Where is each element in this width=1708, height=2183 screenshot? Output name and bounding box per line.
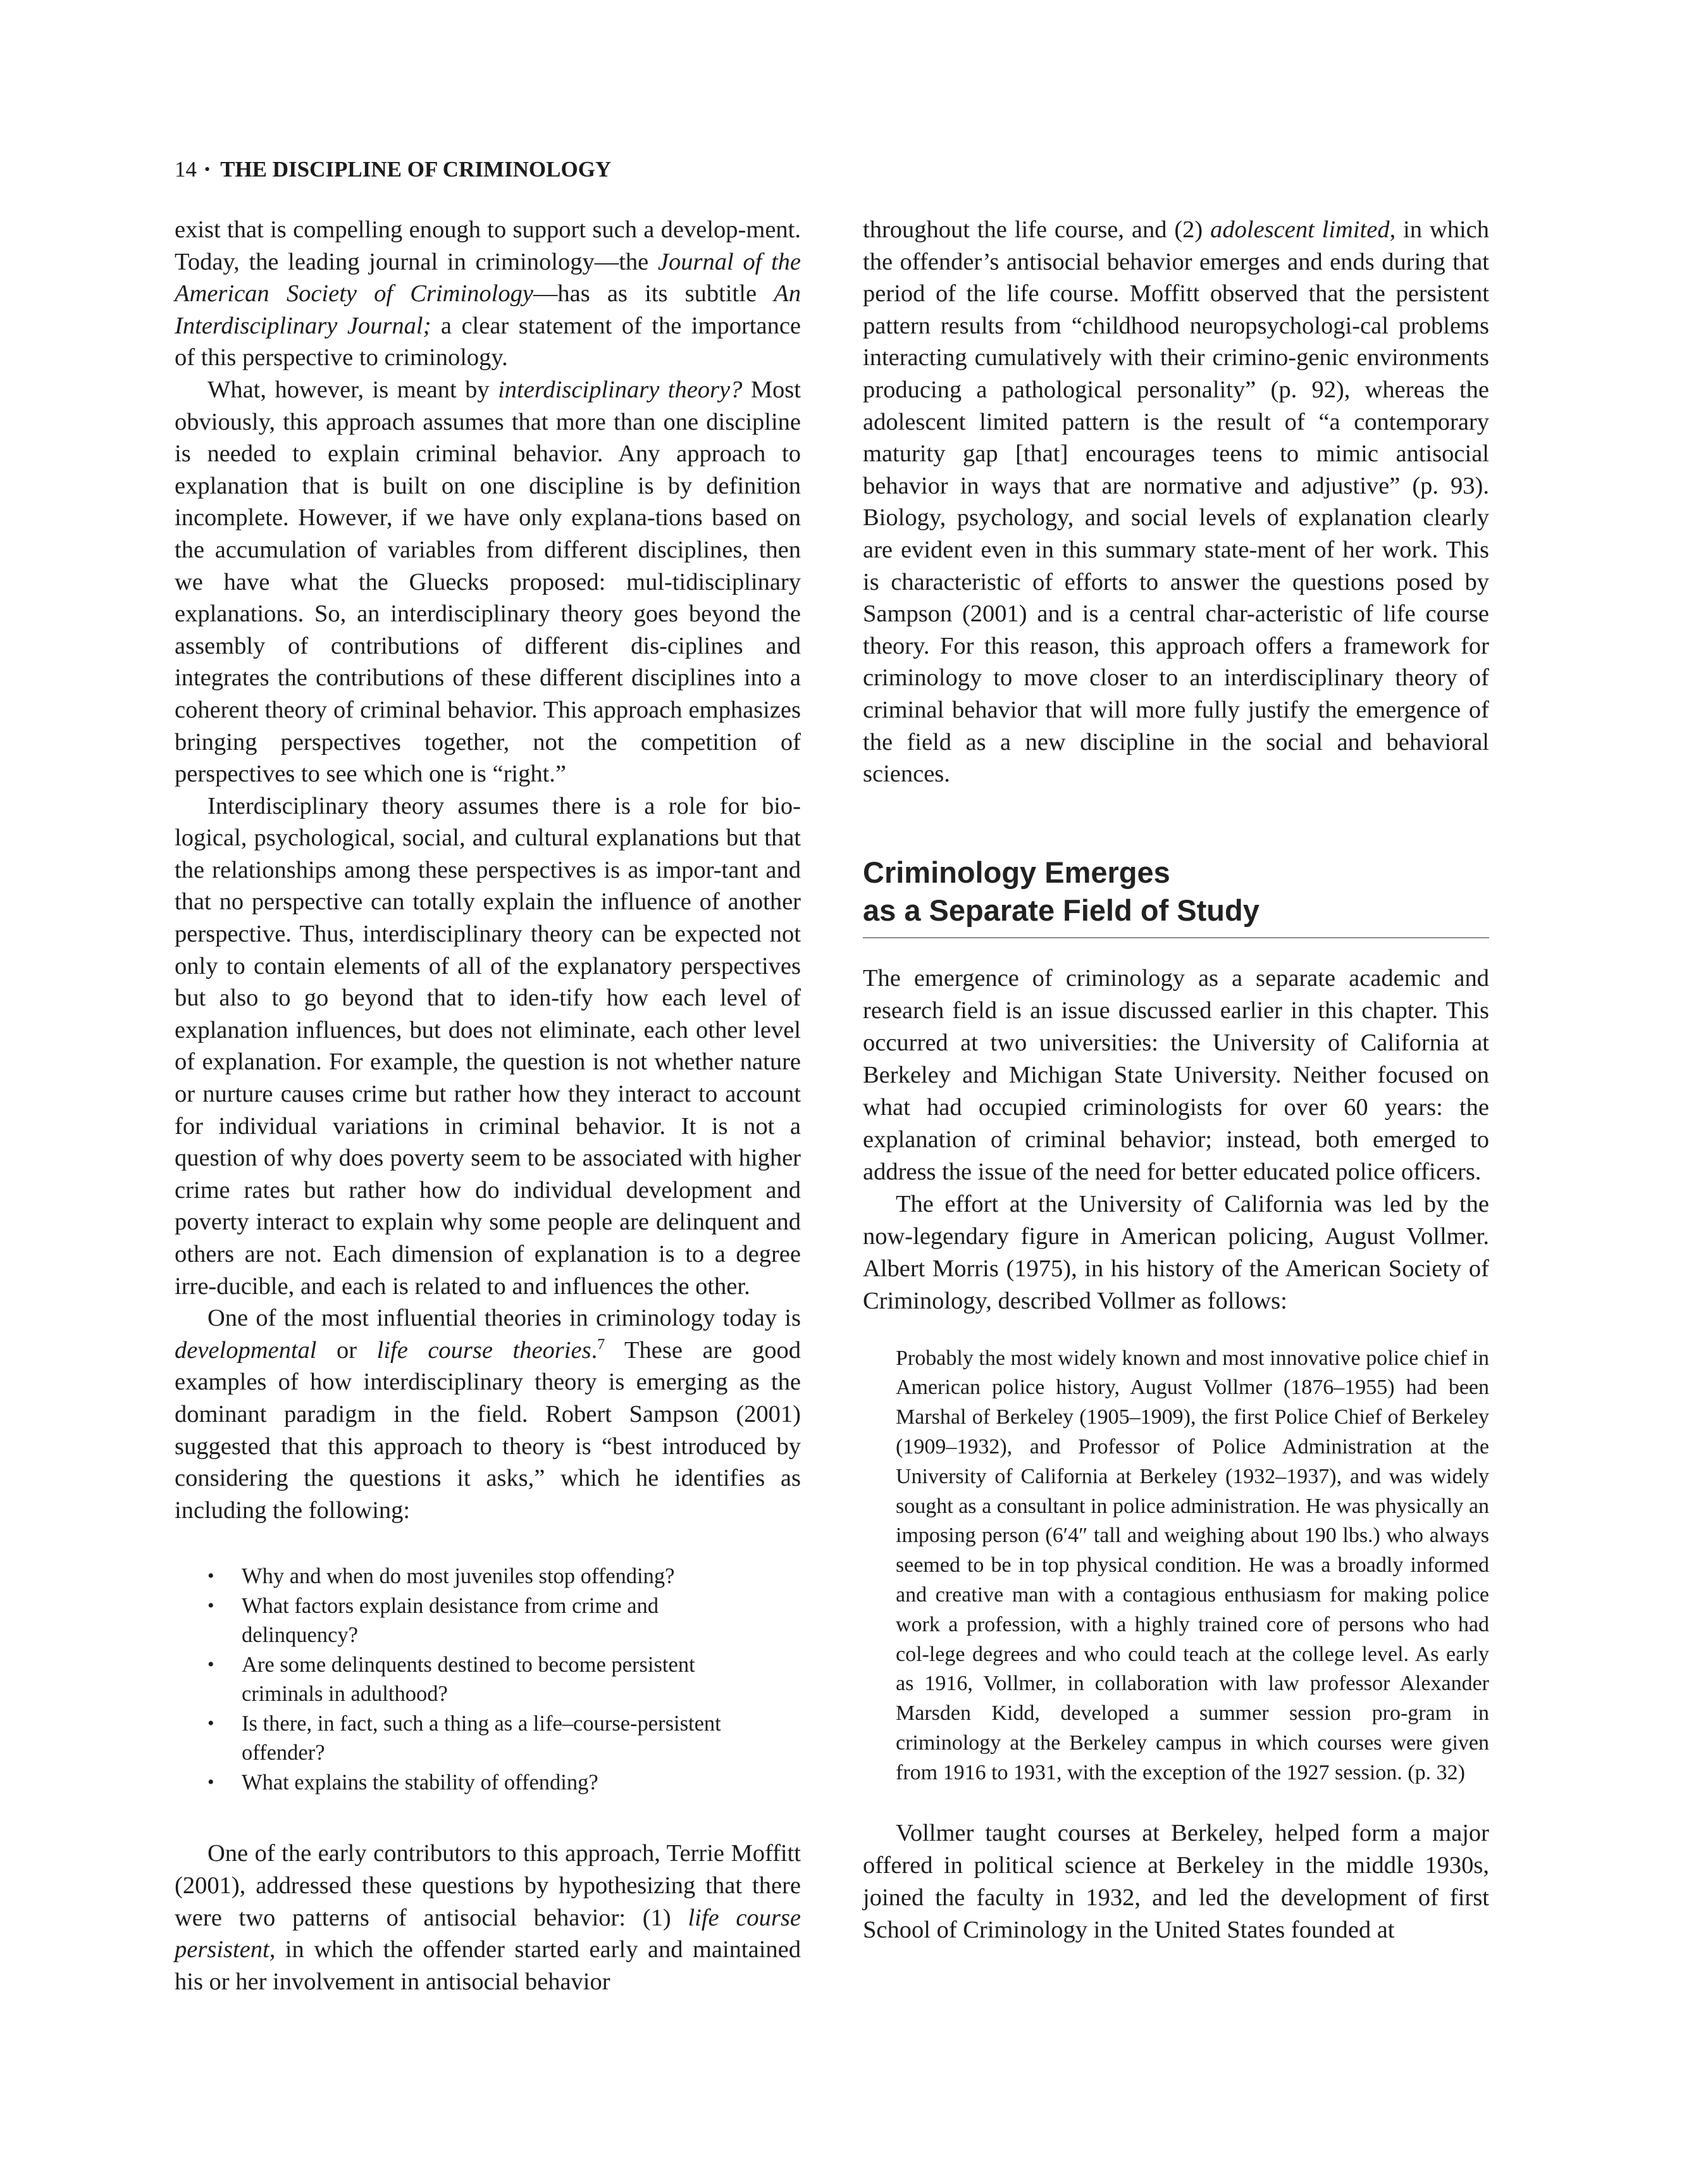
paragraph-interdisciplinary-assumptions: Interdisciplinary theory assumes there is a role for bio-logical, psychological, social, and cultural explanations but that the relationships among these perspectives is as impor-tant and that no perspective can totally explain the influence of another perspective. Thus, interdisciplinary theory can be expected not only to contain elements of all of the explanatory perspectives but also to go beyond that to iden-tify how each level of explanation influences, but does not eliminate, each other level of explanation. For example, the question is not whether nature or nurture causes crime but rather how they interact to account for individual variations in criminal behavior. It is not a question of why does poverty seem to be associated with higher crime rates but rather how do individual development and poverty interact to explain why some people are delinquent and others are not. Each dimension of explanation is to a degree irre-ducible, and each is related to and influences the other. (175, 792, 801, 1300)
list-item (175, 1591, 735, 1650)
text-run: What, however, is meant by (207, 376, 498, 403)
section-heading-line: Criminology Emerges (863, 855, 1170, 889)
list-item (175, 1650, 735, 1709)
text-run: —has as its subtitle (533, 280, 774, 308)
italic-term: life course theories (376, 1336, 591, 1364)
text-run: Most obviously, this approach assumes that more than one discipline is needed to explain criminal behavior. Any approach to explanation that is built on one discipline is by definition incomplete. However, if we have only explana-tions based on the accumulation of variables from different disciplines, then we have what the Gluecks proposed: mul-tidisciplinary explanations. So, an interdisciplinary theory goes beyond the assembly of contributions of different dis-ciplines and integrates the contributions of these different disciplines into a coherent theory of criminal behavior. This approach emphasizes bringing perspectives together, not the competition of perspectives to see which one is “right.” (175, 376, 801, 788)
question-list (175, 1562, 801, 1797)
section-heading (863, 854, 1489, 930)
list-item-text: Are some delinquents destined to become persistent criminals in adulthood? (242, 1652, 695, 1707)
right-column (863, 214, 1489, 1946)
paragraph-life-course-theories (175, 1302, 801, 1526)
block-quote-text: Probably the most widely known and most innovative police chief in American police history, August Vollmer (1876–1955) had been Marshal of Berkeley (1905–1909), the first Police Chief of Berkeley (1909–1932), and Professor of Police Administration at the University of California at Berkeley (1932–1937), and was widely sought as a consultant in police administration. He was physically an imposing person (6′4″ tall and weighing about 190 lbs.) who always seemed to be in top physical condition. He was a broadly informed and creative man with a contagious enthusiasm for making police work a profession, with a highly trained core of persons who had col-lege degrees and who could teach at the college level. As early as 1916, Vollmer, in collaboration with law professor Alexander Marsden Kidd, developed a summer session pro-gram in criminology at the Berkeley campus in which courses were given from 1916 to 1931, with the exception of the 1927 session. (p. 32) (896, 1346, 1489, 1784)
text-run: a clear statement of the importance of this perspective to criminology. (175, 312, 801, 371)
italic-term: developmental (175, 1336, 317, 1364)
running-head (175, 156, 611, 183)
paragraph-vollmer-intro: The effort at the University of California was led by the now-legendary figure in American policing, August Vollmer. Albert Morris (1975), in his history of the American Society of Criminology, described Vollmer as follows: (863, 1190, 1489, 1314)
left-column (175, 214, 801, 1998)
paragraph-emergence: The emergence of criminology as a separate academic and research field is an issue discussed earlier in this chapter. This occurred at two universities: the University of California at Berkeley and Michigan State University. Neither focused on what had occupied criminologists for over 60 years: the explanation of criminal behavior; instead, both emerged to address the issue of the need for better educated police officers. (863, 964, 1489, 1185)
list-item-text: What factors explain desistance from crime and delinquency? (242, 1593, 659, 1648)
list-item-text: What explains the stability of offending? (242, 1770, 598, 1794)
bullet-icon: • (207, 1595, 214, 1616)
bullet-icon: • (207, 1712, 214, 1734)
paragraph-continuation (863, 214, 1489, 790)
list-item-text: Why and when do most juveniles stop offending? (242, 1564, 675, 1589)
italic-term: interdisciplinary theory? (498, 376, 743, 403)
running-head-title: THE DISCIPLINE OF CRIMINOLOGY (220, 157, 612, 182)
text-run: throughout the life course, and (2) (863, 216, 1211, 243)
paragraph-vollmer-berkeley: Vollmer taught courses at Berkeley, helped form a major offered in political science at Berkeley in the middle 1930s, joined the faculty in 1932, and led the development of first School of Criminology in the United States founded at (863, 1819, 1489, 1943)
list-item (175, 1768, 735, 1798)
bullet-icon: • (207, 1565, 214, 1587)
text-run: These are good examples of how interdisciplinary theory is emerging as the dominant paradigm in the field. Robert Sampson (2001) suggested that this approach to theory is “best introduced by considering the questions it asks,” which he identifies as including the following: (175, 1336, 801, 1524)
text-run: . (591, 1336, 598, 1364)
text-run: exist that is compelling enough to support such a develop-ment. Today, the leading journal in criminology—the (175, 216, 801, 275)
journal-subtitle: An Interdisciplinary Journal; (175, 280, 801, 339)
bullet-separator: • (204, 160, 211, 178)
bullet-icon: • (207, 1653, 214, 1675)
text-run: in which the offender’s antisocial behavior emerges and ends during that period of the life course. Moffitt observed that the persistent pattern results from “childhood neuropsychologi-cal problems interacting cumulatively with their crimino-genic environments producing a pathological personality” (p. 92), whereas the adolescent limited pattern is the result of “a contemporary maturity gap [that] encourages teens to mimic antisocial behavior in ways that are normative and adjustive” (p. 93). Biology, psychology, and social levels of explanation clearly are evident even in this summary state-ment of her work. This is characteristic of efforts to answer the questions posed by Sampson (2001) and is a central char-acteristic of life course theory. For this reason, this approach offers a framework for criminology to move closer to an interdisciplinary theory of criminal behavior that will more fully justify the emergence of the field as a new discipline in the social and behavioral sciences. (863, 216, 1489, 788)
journal-title: Journal of the American Society of Criminology (175, 248, 801, 308)
footnote-marker: 7 (597, 1336, 605, 1353)
list-item-text: Is there, in fact, such a thing as a life–course-persistent offender? (242, 1711, 721, 1765)
bullet-icon: • (207, 1771, 214, 1793)
italic-term: life course persistent, (175, 1904, 801, 1963)
text-run: or (316, 1336, 377, 1364)
paragraph-moffitt (175, 1838, 801, 1998)
block-quote (896, 1344, 1489, 1788)
list-item (175, 1709, 735, 1768)
italic-term: adolescent limited, (1210, 216, 1396, 243)
text-run: in which the offender started early and maintained his or her involvement in antisocial behavior (175, 1936, 801, 1995)
heading-rule (863, 937, 1489, 938)
paragraph-continuation (175, 214, 801, 374)
page-number: 14 (175, 157, 197, 182)
paragraph-interdisciplinary-definition (175, 374, 801, 790)
text-run: One of the early contributors to this approach, Terrie Moffitt (2001), addressed these questions by hypothesizing that there were two patterns of antisocial behavior: (1) (175, 1840, 801, 1931)
section-heading-line: as a Separate Field of Study (863, 893, 1259, 927)
text-run: One of the most influential theories in criminology today is (207, 1305, 801, 1332)
list-item (175, 1562, 735, 1591)
